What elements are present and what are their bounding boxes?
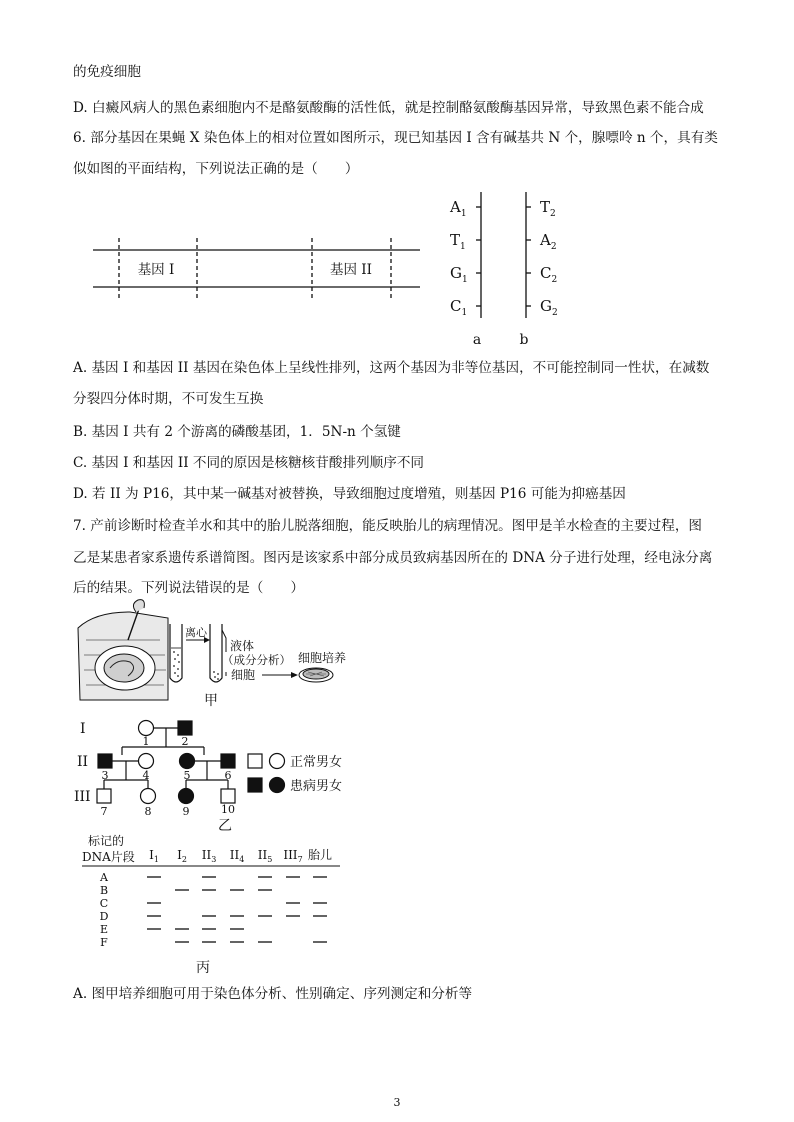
legend-affected-label: 患病男女: [290, 779, 343, 794]
legend-normal-female: [270, 754, 285, 769]
member-3-affected-male: [98, 754, 112, 768]
row-label-A: A: [100, 871, 108, 884]
svg-text:2: 2: [181, 735, 189, 748]
analysis-label: （成分分析）: [222, 653, 291, 667]
row-label-C: C: [99, 897, 109, 910]
test-tube-2: [210, 624, 222, 682]
gen-label-II: II: [77, 754, 89, 770]
table-header-line1: 标记的: [88, 834, 125, 848]
column-header-1: $I_2$: [177, 848, 187, 864]
figure-yi: [74, 721, 342, 835]
column-header-0: $I_1$: [149, 848, 159, 864]
option-6c: C. 基因 I 和基因 II 不同的原因是核糖核苷酸排列顺序不同: [73, 455, 425, 471]
text-line-1: 的免疫细胞: [73, 64, 141, 80]
strand-a-label: a: [472, 332, 482, 348]
cells-label: 细胞: [231, 668, 256, 682]
legend-normal-male: [248, 754, 262, 768]
caption-yi: 乙: [218, 818, 232, 834]
member-9-affected-female: [179, 789, 194, 804]
column-header-4: $II_5$: [257, 848, 273, 864]
base-c1: $C_1$: [450, 297, 468, 318]
member-2-affected-male: [178, 721, 192, 735]
centrifuge-label: 离心: [185, 626, 207, 639]
question-7-stem-cont: 乙是某患者家系遗传系谱简图。图丙是该家系中部分成员致病基因所在的 DNA 分子进行处理，经电泳分离: [73, 550, 713, 566]
row-label-B: B: [99, 884, 109, 897]
column-header-5: $III_7$: [283, 848, 303, 864]
pregnant-abdomen-illustration: [78, 600, 168, 700]
member-5-affected-female: [180, 754, 195, 769]
column-header-2: $II_3$: [201, 848, 217, 864]
strand-b-label: b: [519, 332, 529, 348]
member-10-normal-male: [221, 789, 235, 803]
option-6b: B. 基因 I 共有 2 个游离的磷酸基团，1．5N-n 个氢键: [73, 424, 401, 440]
row-label-F: F: [100, 936, 108, 949]
column-header-3: $II_4$: [229, 848, 245, 864]
option-6d: D. 若 II 为 P16，其中某一碱基对被替换，导致细胞过度增殖，则基因 P16 可能为抑癌基因: [73, 486, 626, 502]
legend-normal-label: 正常男女: [290, 755, 343, 770]
table-columns: [149, 848, 332, 864]
option-6a-cont: 分裂四分体时期，不可发生互换: [73, 391, 264, 407]
question-7-stem: 7. 产前诊断时检查羊水和其中的胎儿脱落细胞，能反映胎儿的病理情况。图甲是羊水检查的主要过程，图: [73, 518, 703, 534]
question-7-stem-cont2: 后的结果。下列说法错误的是（ ）: [73, 580, 305, 596]
row-label-E: E: [99, 923, 109, 936]
option-7a: A. 图甲培养细胞可用于染色体分析、性别确定、序列测定和分析等: [73, 986, 473, 1002]
option-5d: D. 白癜风病人的黑色素细胞内不是酪氨酸酶的活性低，就是控制酪氨酸酶基因异常，导致黑色素不能合成: [73, 100, 704, 116]
gen-label-III: III: [74, 789, 91, 805]
option-6a: A. 基因 I 和基因 II 基因在染色体上呈线性排列，这两个基因为非等位基因，不可能控制同一性状，在减数: [73, 360, 710, 376]
gen-label-I: I: [80, 721, 86, 737]
svg-text:7: 7: [100, 805, 108, 818]
legend-affected-female: [270, 778, 285, 793]
base-a2: $A_2$: [540, 231, 557, 252]
figure-jia: [78, 600, 346, 709]
test-tube-1: [170, 624, 182, 682]
caption-bing: 丙: [196, 960, 210, 976]
base-g1: $G_1$: [450, 264, 468, 285]
gene-1-label: 基因 I: [137, 262, 175, 278]
petri-dish: [299, 668, 333, 682]
svg-text:4: 4: [142, 769, 150, 782]
svg-text:10: 10: [221, 803, 235, 816]
caption-jia: 甲: [204, 693, 218, 709]
table-header-line2: DNA片段: [82, 850, 135, 864]
base-t2: $T_2$: [540, 198, 556, 219]
base-g2: $G_2$: [540, 297, 558, 318]
member-4-normal-female: [139, 754, 154, 769]
svg-text:3: 3: [101, 769, 109, 782]
column-header-6: 胎儿: [307, 848, 333, 862]
figure-bing: [82, 833, 340, 976]
member-8-normal-female: [141, 789, 156, 804]
base-t1: $T_1$: [450, 231, 466, 252]
svg-text:8: 8: [144, 805, 152, 818]
legend-affected-male: [248, 778, 262, 792]
question-6-stem-cont: 似如图的平面结构，下列说法正确的是（ ）: [73, 161, 359, 177]
svg-text:6: 6: [224, 769, 232, 782]
liquid-label: 液体: [230, 639, 255, 653]
culture-label: 细胞培养: [298, 651, 347, 665]
page-number: 3: [393, 1096, 401, 1109]
member-6-affected-male: [221, 754, 235, 768]
base-a1: $A_1$: [450, 198, 467, 219]
question-6-stem: 6. 部分基因在果蝇 X 染色体上的相对位置如图所示，现已知基因 I 含有碱基共 N 个，腺嘌呤 n 个，具有类: [73, 130, 718, 146]
member-7-normal-male: [97, 789, 111, 803]
gene-2-label: 基因 II: [330, 262, 372, 278]
row-label-D: D: [99, 910, 109, 923]
svg-text:5: 5: [183, 769, 191, 782]
member-1-normal-female: [139, 721, 154, 736]
svg-text:9: 9: [182, 805, 190, 818]
pedigree-lines: [101, 728, 228, 789]
table-row-labels: [99, 871, 109, 949]
svg-text:1: 1: [142, 735, 150, 748]
table-bands: [147, 877, 327, 942]
base-c2: $C_2$: [540, 264, 558, 285]
pedigree-legend: [248, 754, 285, 793]
